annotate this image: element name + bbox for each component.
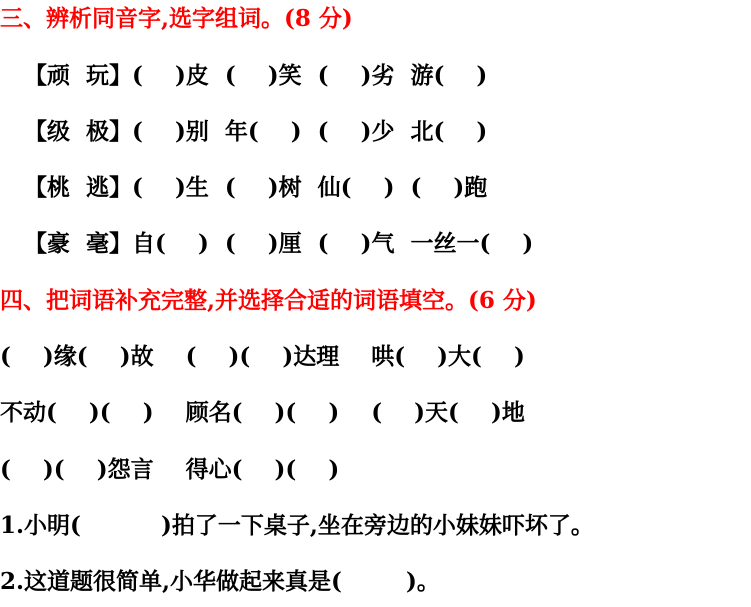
- section-4-row-1: ( )缘( )故 ( )( )达理 哄( )大( ): [0, 343, 525, 370]
- section-3-row-1: 【顽 玩】( )皮 ( )笑 ( )劣 游( ): [0, 62, 488, 89]
- section-4-question-2: 2.这道题很简单,小华做起来真是( )。: [0, 568, 440, 595]
- section-3-row-2: 【级 极】( )别 年( ) ( )少 北( ): [0, 118, 488, 145]
- section-4-heading: 四、把词语补充完整,并选择合适的词语填空。(6 分): [0, 287, 537, 314]
- section-3-heading: 三、辨析同音字,选字组词。(8 分): [0, 5, 353, 32]
- section-3-row-3: 【桃 逃】( )生 ( )树 仙( ) ( )跑: [0, 174, 488, 201]
- section-4-row-3: ( )( )怨言 得心( )( ): [0, 456, 340, 483]
- section-4-question-1: 1.小明( )拍了一下桌子,坐在旁边的小妹妹吓坏了。: [0, 512, 594, 539]
- section-4-row-2: 不动( )( ) 顾名( )( ) ( )天( )地: [0, 399, 525, 426]
- section-3-row-4: 【豪 毫】自( ) ( )厘 ( )气 一丝一( ): [0, 230, 534, 257]
